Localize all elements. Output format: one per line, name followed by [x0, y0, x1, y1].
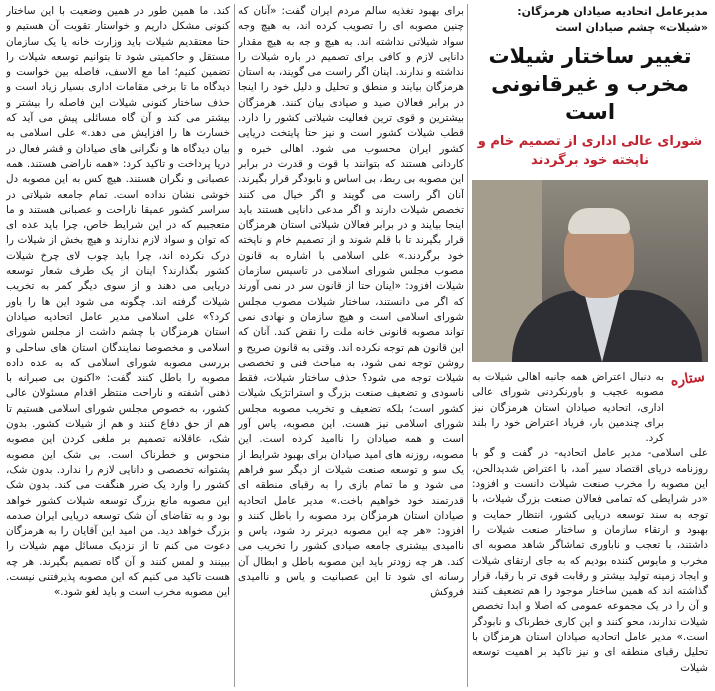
- headline-column: [472, 4, 708, 687]
- middle-column: [238, 4, 464, 687]
- lead-paragraph: به دنبال اعتراض همه جانبه اهالی شیلات به مصوبه عجیب و باورنکردنی شورای عالی اداری، اتحادیه صیادان استان هرمزگان نیز برای چندمین بار، فریاد اعتراض خود را بلند کرد.: [472, 371, 664, 445]
- column-divider: [234, 4, 235, 687]
- article-title: تغییر ساختار شیلات مخرب و غیرقانونی است: [488, 44, 692, 124]
- left-column: [6, 4, 230, 687]
- article-supertitle: مدیرعامل اتحادیه صیادان هرمزگان: «شیلات» چشم صیادان است: [517, 5, 708, 34]
- body-paragraph-right: علی اسلامی- مدیر عامل اتحادیه- در گفت و گو با روزنامه دریای اقتصاد سیر آمد، با اعتراض شدیدالحن، این مصوبه را مخرب صنعت شیلات دانست و افزود: «در شرایطی که تمامی فعالان صنعت بزرگ شیلات، با توجه به سند توسعه دریایی کشور، انتظار حمایت و بهبود و ارتقاء سازمان و ساختار صنعت شیلات را داشتند، با تعجب و ناباوری تماشاگر شاهد مصوبه ای مخرب و مایوس کننده بودیم که به جای ارتقای شیلات و ایجاد زمینه تولید بیشتر و رقابت قوی تر با رقبا، قرار گذاشته اند که همین ساختار موجود را هم تضعیف کنند و آن را در یک مجموعه عمومی که اصلا و ابدا تخصص شیلات ندارند، محو کنند و این کاری خطرناک و نابودگر است.» مدیر عامل اتحادیه صیادان استان هرمزگان با تحلیل رقبای منطقه ای و نیز تاکید بر اهمیت توسعه شیلات: [472, 447, 708, 674]
- body-paragraph-middle: برای بهبود تغذیه سالم مردم ایران گفت: «آنان که چنین مصوبه ای را تصویب کرده اند، به هیچ وجه سواد شیلاتی نداشته اند. به هیچ و جه به هیچ مقدار دانایی لازم و کافی برای تصمیم در باره شیلات را نداشته و ندارند. اینان اگر راست می گویند، به استان هرمزگان بیایند و منطق و تحلیل و دلیل خود را اینجا در برابر فعالان صید و صیادی بیان کنند. هرمزگان بیشترین و قوی ترین فعالیت شیلاتی کشور را دارد. قطب شیلات کشور است و نیز حتا پایتخت دریایی کشور ایران محسوب می شود. اهالی خبره و کاردانی هستند که بتوانند با قوت و قدرت در برابر این مصوبه بی ربط، بی اساس و نابودگر قرار بگیرند. آنان اگر راست می گویند و اگر خیال می کنند تخصص شیلات دارند و اگر مدعی دانایی هستند باید اینجا بیایند و در برابر فعالان شیلاتی استان هرمزگان قرار بگیرند تا با قلم شوند و از تصمیم خام و ناپخته خود برگردند.» علی اسلامی با اشاره به قانون مصوب مجلس شورای اسلامی در تاسیس سازمان شیلات افزود: «اینان حتا از قانون سر در نمی آورند که اگر می دانستند، ساختار شیلات مصوب مجلس شورای اسلامی است و هیچ سازمان و نهادی نمی تواند مصوبه قانونی خانه ملت را نقض کند. آنان که این قانون هم توجه نکرده اند. وقتی به قانون صریح و روشن توجه نمی شود، به مباحث فنی و تخصصی شیلات توجه می شود؟ حذف ساختار شیلات، فقط ناسودی و تضعیف صنعت بزرگ و استراتژیک شیلات کشور است؛ بلکه تضعیف و تخریب مصوبه مجلس شورای اسلامی نیز هست. این مصوبه، یاس آور است و همه صیادان را ناامید کرده است. این مصوبه، روزنه های امید صیادان برای بهبود شرایط از یک سو و توسعه صنعت شیلات از دیگر سو فراهم می شود و ما تمام بازی را به رقبای منطقه ای قدرتمند خود خواهیم باخت.» مدیر عامل اتحادیه صیادان استان هرمزگان برد مصوبه را باطل کنند و افزود: «هر چه این مصوبه دیرتر رد شود، یاس و ناامیدی بیشتری جامعه صیادی کشور را تخریب می کند. هر چه زودتر باید این مصوبه باطل و ابطال آن رسانه ای شود تا این عصبانیت و یاس و ناامیدی فروکش: [238, 5, 464, 599]
- portrait-photo: [472, 180, 708, 362]
- lead-block: [472, 370, 708, 446]
- newspaper-logo-icon: ستاره: [669, 368, 706, 390]
- article-subtitle: شورای عالی اداری از تصمیم خام و ناپخته خود برگردند: [477, 134, 703, 168]
- column-divider: [467, 4, 468, 687]
- body-paragraph-left: کند. ما همین طور در همین وضعیت با این ساختار کنونی مشکل داریم و خواستار تقویت آن هستیم و حتا معتقدیم شیلات باید وزارت خانه یا یک سازمان مستقل و حاکمیتی شود تا بتوانیم توسعه شیلات را تضمین کنیم؛ اما مع الاسف، فاصله بین خواست و دیدگاه ما تا برخی مقامات اداری بسیار زیاد است و حذف ساختار کنونی شیلات این فاصله را بیشتر و بیشتر می کند و آن گاه مسائلی پیش می آید که خسارت ها را افزایش می دهد.» علی اسلامی به بیان دیدگاه ها و نگرانی های صیادان و قشر فعال در دریا پرداخت و تاکید کرد: «همه ناراضی هستند. همه عصبانی و نگران هستند. هیچ کس به این مصوبه دل خوشی نشان نداده است. تمام جامعه شیلاتی در سراسر کشور عمیقا ناراحت و عصبانی هستند و ما متعجبیم که در این شرایط خاص، چرا باید عده ای که توان و سواد لازم ندارند و هیچ بخش از شیلات را درک نکرده اند، چرا باید چوب لای چرخ شیلات کشور بگذارند؟ اینان از یک طرف شعار توسعه دریایی می دهند و از سوی دیگر کمر به تخریب شیلات گرفته اند. چگونه می شود این ها را باور کرد؟» علی اسلامی مدیر عامل اتحادیه صیادان استان هرمزگان با چشم داشت از مجلس شورای اسلامی و مخصوصا نمایندگان استان های ساحلی و بررسی مصوبه شورای اسلامی که به عده داده مصوبه را باطل کنند گفت: «اکنون بی صبرانه با ذهنی آشفته و ناراحت منتظر اقدام مسئولان عالی کشور، به خصوص مجلس شورای اسلامی هستیم تا هم از حق دفاع کنند و هم از شیلات کشور. بدون شک، عاقلانه تصمیم بر ملغی کردن این مصوبه منحوس و خطرناک است. بی شک این مصوبه پشتوانه تخصصی و دانایی لازم را ندارد. بدون شک، کشور را وارد یک ضرر هنگفت می کند. بدون شک این مصوبه مانع بزرگ توسعه شیلات کشور خواهد بود و به تقاضای آن شک توسعه دریایی ایران صدمه بزرگ خواهد دید. من امید این آقایان را به هرمزگان دعوت می کنم تا از نزدیک مسائل مهم شیلات را ببینند و لمس کنند و آن گاه تصمیم بگیرند. هر چه هست تاکید می کنیم که این مصوبه پذیرفتنی نیست. این مصوبه مخرب است و باید لغو شود.»: [6, 5, 230, 599]
